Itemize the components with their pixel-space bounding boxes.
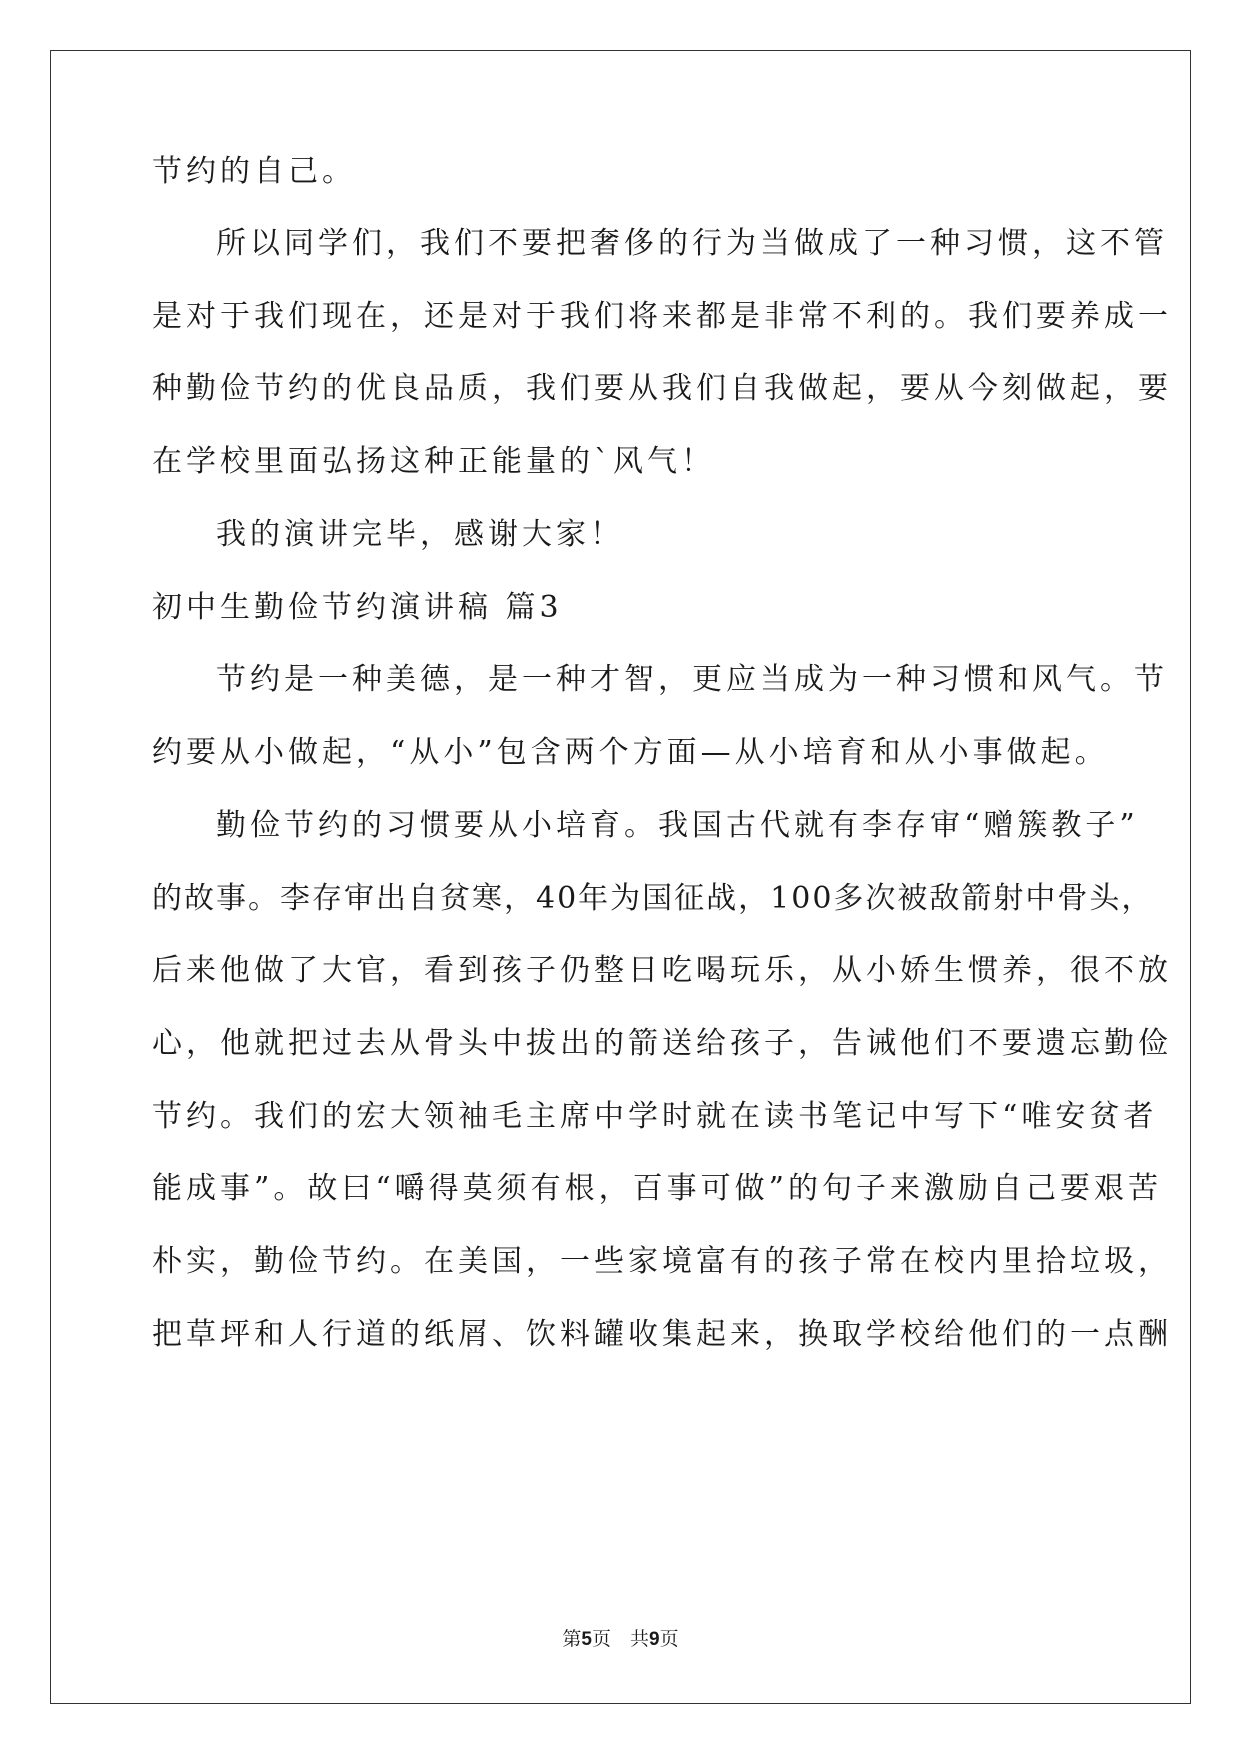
text-line-1: 节约的自己。 <box>152 154 356 189</box>
text-line-14: 节约。我们的宏大领袖毛主席中学时就在读书笔记中写下“唯安贫者 <box>152 1099 1158 1134</box>
footer-middle: 页 共 <box>591 1628 649 1650</box>
paragraph-line-6: 我的演讲完毕，感谢大家！ <box>216 517 624 552</box>
text-line-12: 后来他做了大官，看到孩子仍整日吃喝玩乐，从小娇生惯养，很不放 <box>152 953 1172 988</box>
paragraph-line-2: 所以同学们，我们不要把奢侈的行为当做成了一种习惯，这不管 <box>216 226 1168 261</box>
text-line-11: 的故事。李存审出自贫寒，40年为国征战，100多次被敌箭射中骨头， <box>152 881 1154 916</box>
paragraph-line-10: 勤俭节约的习惯要从小培育。我国古代就有李存审“赠簇教子” <box>216 808 1139 843</box>
text-line-5: 在学校里面弘扬这种正能量的`风气！ <box>152 444 715 479</box>
page-footer <box>0 1627 1241 1652</box>
text-line-9: 约要从小做起，“从小”包含两个方面—从小培育和从小事做起。 <box>152 735 1109 770</box>
footer-prefix: 第 <box>562 1628 582 1650</box>
text-line-4: 种勤俭节约的优良品质，我们要从我们自我做起，要从今刻做起，要 <box>152 371 1172 406</box>
paragraph-line-8: 节约是一种美德，是一种才智，更应当成为一种习惯和风气。节 <box>216 662 1168 697</box>
text-line-15: 能成事”。故曰“嚼得莫须有根，百事可做”的句子来激励自己要艰苦 <box>152 1171 1163 1206</box>
current-page-number: 5 <box>581 1629 592 1650</box>
total-page-number: 9 <box>649 1629 660 1650</box>
text-line-3: 是对于我们现在，还是对于我们将来都是非常不利的。我们要养成一 <box>152 299 1172 334</box>
text-line-13: 心，他就把过去从骨头中拔出的箭送给孩子，告诫他们不要遗忘勤俭 <box>152 1026 1172 1061</box>
text-line-17: 把草坪和人行道的纸屑、饮料罐收集起来，换取学校给他们的一点酬 <box>152 1317 1172 1352</box>
section-heading: 初中生勤俭节约演讲稿 篇3 <box>152 590 563 625</box>
text-line-16: 朴实，勤俭节约。在美国，一些家境富有的孩子常在校内里拾垃圾， <box>152 1244 1172 1279</box>
footer-suffix: 页 <box>659 1628 679 1650</box>
